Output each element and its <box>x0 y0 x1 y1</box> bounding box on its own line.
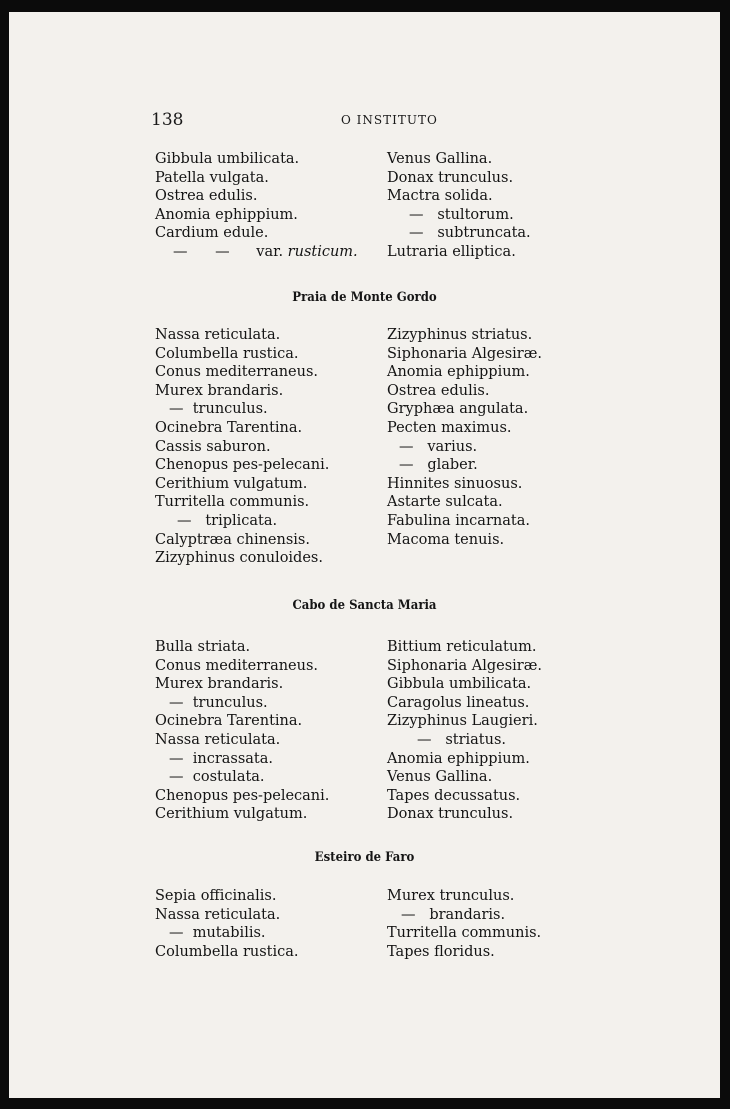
page-number: 138 <box>151 110 184 130</box>
list-item: Ocinebra Tarentina. <box>155 419 303 436</box>
list-item: Cerithium vulgatum. <box>155 475 308 492</box>
list-item: Donax trunculus. <box>387 806 514 823</box>
section2-right-column <box>387 326 542 549</box>
running-title: O INSTITUTO <box>341 113 438 127</box>
list-item: Conus mediterraneus. <box>155 364 319 381</box>
list-item: Ostrea edulis. <box>387 382 490 399</box>
list-item: Murex brandaris. <box>155 382 284 399</box>
list-item: Astarte sulcata. <box>387 494 503 511</box>
list-item: — glaber. <box>399 457 478 474</box>
list-item: Mactra solida. <box>387 188 493 205</box>
list-item: Murex trunculus. <box>387 888 515 904</box>
variety-name: rusticum. <box>287 243 358 260</box>
list-item: Gryphæa angulata. <box>387 401 529 418</box>
list-item: Pecten maximus. <box>387 419 512 436</box>
list-item: Tapes floridus. <box>387 943 495 960</box>
list-item: — varius. <box>399 438 478 455</box>
list-item: Anomia ephippium. <box>387 364 530 381</box>
section-heading-cabo: Cabo de Sancta Maria <box>292 598 437 613</box>
list-item-variety <box>155 243 358 262</box>
list-item: Siphonaria Algesiræ. <box>387 657 542 674</box>
list-item: Chenopus pes-pelecani. <box>155 457 330 474</box>
list-item: — brandaris. <box>401 906 506 923</box>
list-item: Macoma tenuis. <box>387 531 505 548</box>
list-item: — trunculus. <box>169 694 268 711</box>
list-item: Venus Gallina. <box>387 151 493 167</box>
list-item: — incrassata. <box>169 750 273 767</box>
list-item: Anomia ephippium. <box>387 750 530 767</box>
list-item: — costulata. <box>169 769 265 786</box>
list-item: Nassa reticulata. <box>155 906 281 923</box>
list-item: — mutabilis. <box>169 925 266 942</box>
section1-left-column <box>155 150 358 262</box>
list-item: Gibbula umbilicata. <box>387 676 532 693</box>
section3-right-column <box>387 638 542 824</box>
list-item: Zizyphinus Laugieri. <box>387 713 538 730</box>
list-item: Chenopus pes-pelecani. <box>155 787 330 804</box>
list-item: Columbella rustica. <box>155 345 299 362</box>
list-item: Turritella communis. <box>155 494 310 511</box>
list-item: Murex brandaris. <box>155 676 284 693</box>
list-item: Cardium edule. <box>155 225 269 242</box>
list-item: Gibbula umbilicata. <box>155 151 300 167</box>
list-item: Nassa reticulata. <box>155 327 281 343</box>
list-item: — striatus. <box>417 731 507 748</box>
list-item: Columbella rustica. <box>155 943 299 960</box>
variety-prefix: var. <box>256 243 284 260</box>
list-item: Ostrea edulis. <box>155 188 258 205</box>
section2-left-column <box>155 326 329 568</box>
document-page <box>9 12 720 1098</box>
list-item: Turritella communis. <box>387 925 542 942</box>
list-item: — trunculus. <box>169 401 268 418</box>
list-item: — triplicata. <box>177 512 278 529</box>
list-item: Sepia officinalis. <box>155 888 277 904</box>
list-item: Venus Gallina. <box>387 769 493 786</box>
list-item: Nassa reticulata. <box>155 731 281 748</box>
list-item: Zizyphinus striatus. <box>387 327 533 343</box>
section-heading-esteiro: Esteiro de Faro <box>314 850 415 865</box>
list-item: Zizyphinus conuloides. <box>155 550 323 567</box>
ditto-dashes: — — <box>173 243 230 260</box>
list-item: Ocinebra Tarentina. <box>155 713 303 730</box>
section4-left-column <box>155 887 299 961</box>
list-item: Bulla striata. <box>155 639 251 655</box>
list-item: — subtruncata. <box>409 225 531 242</box>
list-item: Siphonaria Algesiræ. <box>387 345 542 362</box>
list-item: Tapes decussatus. <box>387 787 521 804</box>
list-item: Lutraria elliptica. <box>387 243 516 260</box>
list-item: Conus mediterraneus. <box>155 657 319 674</box>
section4-right-column <box>387 887 541 961</box>
list-item: Cerithium vulgatum. <box>155 806 308 823</box>
list-item: Cassis saburon. <box>155 438 271 455</box>
section1-right-column <box>387 150 531 262</box>
section-heading-praia: Praia de Monte Gordo <box>292 290 437 305</box>
list-item: Donax trunculus. <box>387 169 514 186</box>
list-item: Patella vulgata. <box>155 169 269 186</box>
list-item: Hinnites sinuosus. <box>387 475 523 492</box>
list-item: Fabulina incarnata. <box>387 512 530 529</box>
list-item: Bittium reticulatum. <box>387 639 537 655</box>
page-header <box>9 110 720 134</box>
list-item: — stultorum. <box>409 206 514 223</box>
list-item: Calyptræa chinensis. <box>155 531 310 548</box>
list-item: Anomia ephippium. <box>155 206 298 223</box>
section3-left-column <box>155 638 329 824</box>
list-item: Caragolus lineatus. <box>387 694 530 711</box>
